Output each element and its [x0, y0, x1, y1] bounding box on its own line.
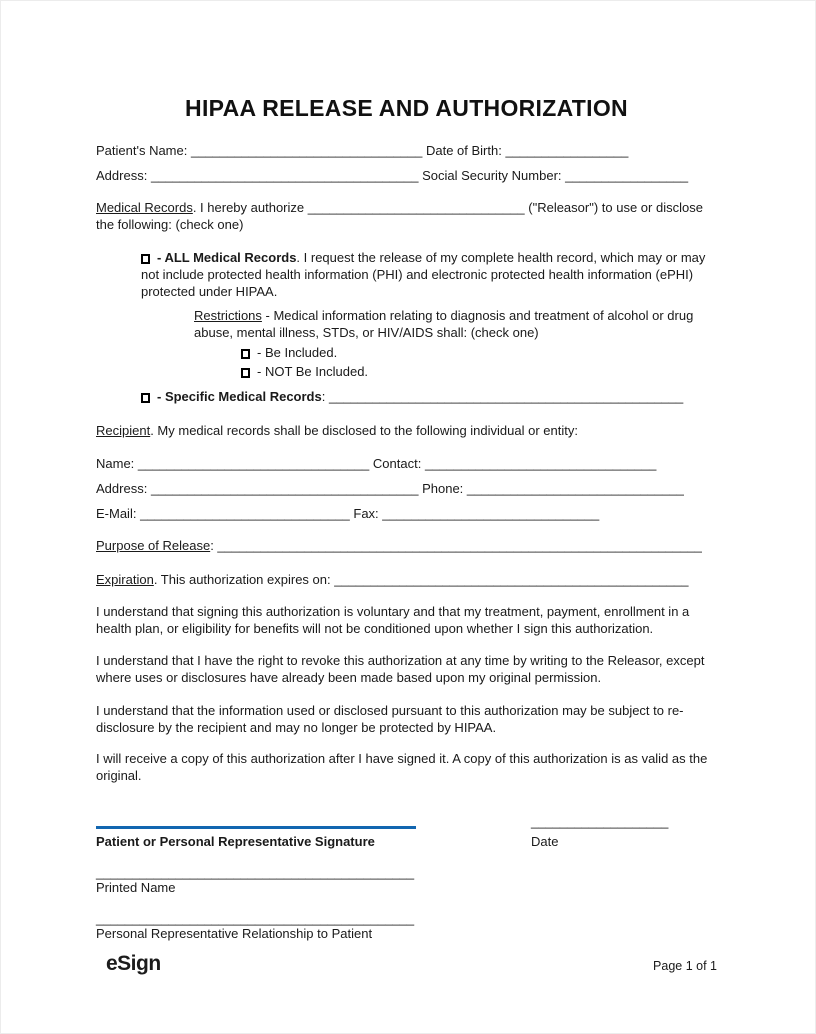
restrictions-text: - Medical information relating to diagnosis and treatment of alcohol or drug abuse, mental illness, STDs, or HIV/AIDS shall: (check one) — [194, 308, 694, 340]
recipient-name-contact-row — [96, 455, 717, 472]
printed-name-label: Printed Name — [96, 880, 176, 895]
medical-records-intro-text: . I hereby authorize — [192, 200, 308, 215]
medical-records-heading: Medical Records — [96, 200, 193, 215]
patient-name-blank: ________________________________ — [190, 143, 423, 158]
signature-area — [96, 815, 717, 850]
recipient-address-phone-row — [96, 480, 717, 497]
restrictions-paragraph — [194, 307, 717, 341]
purpose-of-release-row — [96, 537, 717, 554]
relationship-block — [96, 910, 717, 942]
recipient-email-fax-row — [96, 505, 717, 522]
acknowledgement-paragraph-copy: I will receive a copy of this authorization after I have signed it. A copy of this authorization is as valid as the original. — [96, 751, 708, 783]
signature-line[interactable] — [96, 826, 416, 829]
all-medical-records-text: . I request the release of my complete health record, which may or may not include protected health information (PHI) and electronic protected health information (ePHI) protected under HIPAA. — [141, 250, 706, 299]
date-column — [531, 815, 668, 850]
all-medical-records-checkbox[interactable] — [141, 254, 150, 264]
purpose-colon: : — [210, 538, 218, 553]
recipient-contact-blank: ________________________________ — [424, 456, 657, 471]
purpose-blank: ___________________________________________________________________ — [217, 538, 702, 553]
expiration-heading: Expiration — [96, 572, 154, 587]
dob-label: Date of Birth: — [425, 143, 502, 158]
recipient-name-blank: ________________________________ — [137, 456, 370, 471]
recipient-fax-label: Fax: — [353, 506, 379, 521]
esign-logo: eSign — [106, 952, 161, 975]
recipient-intro-text: . My medical records shall be disclosed to the following individual or entity: — [150, 423, 578, 438]
specific-medical-records-label: - Specific Medical Records — [157, 389, 322, 404]
ssn-blank: _________________ — [565, 168, 689, 183]
acknowledgement-paragraph-revoke: I understand that I have the right to revoke this authorization at any time by writing to the Releasor, except where uses or disclosures have already been made based upon my original permission. — [96, 653, 705, 685]
medical-records-intro — [96, 199, 717, 233]
address-ssn-row — [96, 167, 717, 184]
relationship-label: Personal Representative Relationship to Patient — [96, 926, 373, 941]
relationship-blank: ____________________________________________ — [96, 911, 415, 926]
dob-blank: _________________ — [505, 143, 629, 158]
not-be-included-label: - NOT Be Included. — [257, 364, 369, 379]
form-content — [96, 1, 717, 975]
expiration-row — [96, 571, 717, 588]
not-be-included-checkbox[interactable] — [241, 368, 250, 378]
page-title: HIPAA RELEASE AND AUTHORIZATION — [185, 95, 628, 121]
specific-medical-records-item — [141, 388, 717, 405]
all-medical-records-label: - ALL Medical Records — [157, 250, 297, 265]
be-included-label: - Be Included. — [257, 345, 338, 360]
expiration-blank: _________________________________________________ — [334, 572, 689, 587]
date-label: Date — [531, 834, 559, 849]
be-included-checkbox[interactable] — [241, 349, 250, 359]
recipient-contact-label: Contact: — [372, 456, 422, 471]
specific-medical-records-checkbox[interactable] — [141, 393, 150, 403]
medical-records-intro-text-2: ("Releasor") to use or disclose the following: (check one) — [96, 200, 703, 232]
restrictions-heading: Restrictions — [194, 308, 262, 323]
recipient-phone-blank: ______________________________ — [466, 481, 684, 496]
recipient-name-label: Name: — [96, 456, 135, 471]
recipient-phone-label: Phone: — [422, 481, 464, 496]
printed-name-block — [96, 864, 717, 896]
signature-label: Patient or Personal Representative Signature — [96, 834, 375, 849]
acknowledgement-paragraph-voluntary: I understand that signing this authorization is voluntary and that my treatment, payment, enrollment in a health plan, or eligibility for benefits will not be conditioned upon whether I sign this authorization. — [96, 604, 690, 636]
purpose-heading: Purpose of Release — [96, 538, 211, 553]
specific-medical-records-blank: _________________________________________________ — [328, 389, 684, 404]
printed-name-blank: ____________________________________________ — [96, 865, 415, 880]
date-blank: ___________________ — [531, 814, 669, 829]
patient-name-dob-row — [96, 142, 717, 159]
acknowledgement-paragraph-redisclosure: I understand that the information used or disclosed pursuant to this authorization may be subject to re-disclosure by the recipient and may no longer be protected by HIPAA. — [96, 703, 684, 735]
all-medical-records-item — [141, 249, 717, 300]
restriction-option-included — [241, 343, 717, 362]
address-blank: _____________________________________ — [150, 168, 419, 183]
page-indicator: Page 1 of 1 — [653, 959, 717, 973]
expiration-text: . This authorization expires on: — [153, 572, 335, 587]
restriction-option-not-included — [241, 362, 717, 381]
specific-colon: : — [321, 389, 329, 404]
patient-name-label: Patient's Name: — [96, 143, 188, 158]
recipient-email-label: E-Mail: — [96, 506, 137, 521]
releasor-blank: ______________________________ — [307, 200, 525, 215]
recipient-fax-blank: ______________________________ — [382, 506, 600, 521]
address-label: Address: — [96, 168, 148, 183]
recipient-address-label: Address: — [96, 481, 148, 496]
ssn-label: Social Security Number: — [422, 168, 562, 183]
page-footer — [96, 952, 717, 975]
recipient-heading: Recipient — [96, 423, 151, 438]
signature-column — [96, 815, 416, 850]
recipient-intro — [96, 422, 717, 439]
recipient-email-blank: _____________________________ — [140, 506, 350, 521]
recipient-address-blank: _____________________________________ — [150, 481, 419, 496]
